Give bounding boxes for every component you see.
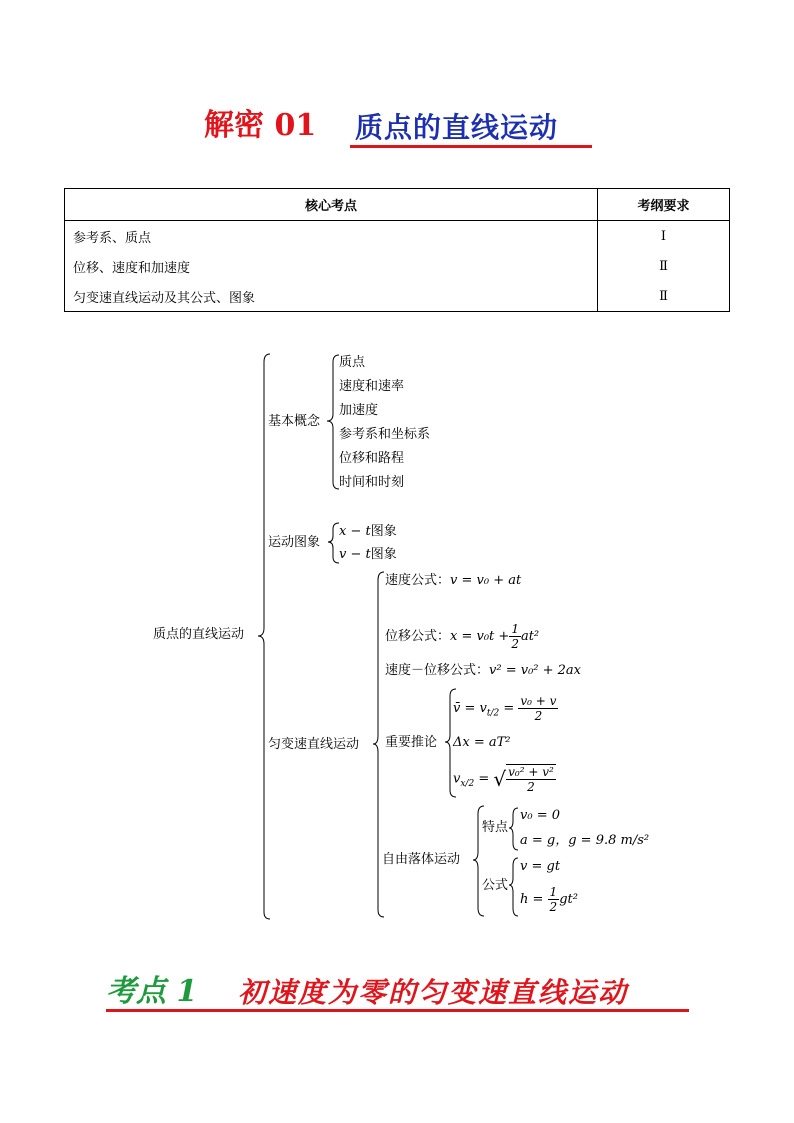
list-item bbox=[339, 547, 397, 563]
fraction bbox=[509, 622, 521, 651]
list-item: 质点 bbox=[339, 355, 366, 370]
table-cell-topic: 位移、速度和加速度 bbox=[65, 251, 598, 281]
list-item: 参考系和坐标系 bbox=[339, 427, 431, 442]
formula-expr: v = gt bbox=[520, 859, 561, 874]
velocity-displacement-formula bbox=[385, 663, 581, 679]
node-features: 特点 bbox=[482, 820, 509, 835]
node-free-fall: 自由落体运动 bbox=[382, 852, 461, 867]
list-item: 位移和路程 bbox=[339, 451, 405, 466]
formula-rhs: at² bbox=[520, 629, 540, 644]
frac-den: 2 bbox=[527, 780, 535, 794]
list-item bbox=[339, 524, 397, 540]
list-item: 速度和速率 bbox=[339, 379, 405, 394]
formula-expr: v₀ = 0 bbox=[520, 808, 560, 823]
node-inferences: 重要推论 bbox=[385, 735, 438, 750]
frac-den: 2 bbox=[534, 709, 543, 723]
formula-label: 位移公式： bbox=[385, 629, 451, 644]
node-uniform-motion: 匀变速直线运动 bbox=[268, 737, 360, 752]
formula-mid-velocity bbox=[453, 762, 556, 801]
formula-sub: t/2 bbox=[486, 708, 500, 719]
node-formulas: 公式 bbox=[482, 878, 509, 893]
formula-expr: Δx = aT² bbox=[453, 735, 511, 750]
tree-root-label: 质点的直线运动 bbox=[153, 627, 245, 642]
sqrt-symbol: √ bbox=[493, 767, 507, 791]
list-item: 时间和时刻 bbox=[339, 475, 405, 490]
formula-line bbox=[520, 884, 578, 916]
section-heading bbox=[0, 972, 794, 1016]
table-cell-level: Ⅰ bbox=[598, 221, 730, 252]
node-basic-concepts: 基本概念 bbox=[268, 414, 321, 429]
formula-lhs: v bbox=[453, 771, 461, 787]
graph-suffix: 图象 bbox=[370, 547, 397, 562]
section-heading-main: 初速度为零的匀变速直线运动 bbox=[238, 976, 629, 1009]
brace-formulas bbox=[509, 858, 518, 916]
formula-eq: = bbox=[474, 771, 494, 787]
fraction bbox=[518, 694, 558, 723]
section-heading-prefix: 考点 1 bbox=[106, 974, 198, 1009]
frac-den: 2 bbox=[511, 637, 519, 651]
graph-suffix: 图象 bbox=[370, 524, 397, 539]
velocity-formula bbox=[385, 573, 521, 589]
formula-lhs: x = v₀t + bbox=[450, 629, 510, 644]
section-heading-underline bbox=[106, 1009, 689, 1012]
feature-line bbox=[520, 808, 560, 824]
title-prefix: 解密 01 bbox=[204, 108, 317, 143]
table-cell-level: Ⅱ bbox=[598, 281, 730, 312]
feature-line bbox=[520, 833, 649, 849]
frac-num: 1 bbox=[549, 885, 558, 899]
formula-expr: v² = v₀² + 2ax bbox=[489, 663, 582, 678]
brace-features bbox=[509, 808, 518, 850]
frac-den: 2 bbox=[549, 900, 558, 914]
formula-delta-x bbox=[453, 735, 511, 751]
formula-average-velocity bbox=[453, 694, 558, 729]
fraction bbox=[548, 885, 560, 914]
displacement-formula bbox=[385, 622, 539, 652]
formula-lhs: h = bbox=[520, 892, 544, 907]
formula-label: 速度公式： bbox=[385, 573, 451, 588]
header-requirement: 考纲要求 bbox=[598, 189, 730, 221]
title-main: 质点的直线运动 bbox=[355, 111, 559, 144]
frac-num: v₀² + v² bbox=[508, 765, 554, 779]
fraction bbox=[506, 764, 556, 794]
node-motion-graphs: 运动图象 bbox=[268, 535, 321, 550]
formula-label: 速度－位移公式： bbox=[385, 663, 490, 678]
formula-expr: a = g，g = 9.8 m/s² bbox=[520, 833, 650, 848]
brace-graphs bbox=[328, 523, 339, 563]
brace-root bbox=[258, 354, 270, 919]
formula-expr: v = v₀ + at bbox=[450, 573, 522, 588]
brace-basic bbox=[327, 355, 339, 489]
table-cell-topic: 参考系、质点 bbox=[65, 221, 598, 252]
frac-num: 1 bbox=[511, 622, 519, 636]
formula-rhs: gt² bbox=[559, 892, 578, 907]
formula-sub: x/2 bbox=[460, 779, 475, 790]
graph-expr: x − t bbox=[339, 524, 371, 539]
formula-line bbox=[520, 859, 560, 875]
formula-lhs: v̄ = v bbox=[453, 701, 487, 716]
table-cell-topic: 匀变速直线运动及其公式、图象 bbox=[65, 281, 598, 312]
header-core-points: 核心考点 bbox=[65, 189, 598, 221]
table-cell-level: Ⅱ bbox=[598, 251, 730, 281]
graph-expr: v − t bbox=[339, 547, 371, 562]
formula-eq: = bbox=[499, 701, 515, 716]
list-item: 加速度 bbox=[339, 403, 379, 418]
frac-num: v₀ + v bbox=[520, 694, 557, 708]
